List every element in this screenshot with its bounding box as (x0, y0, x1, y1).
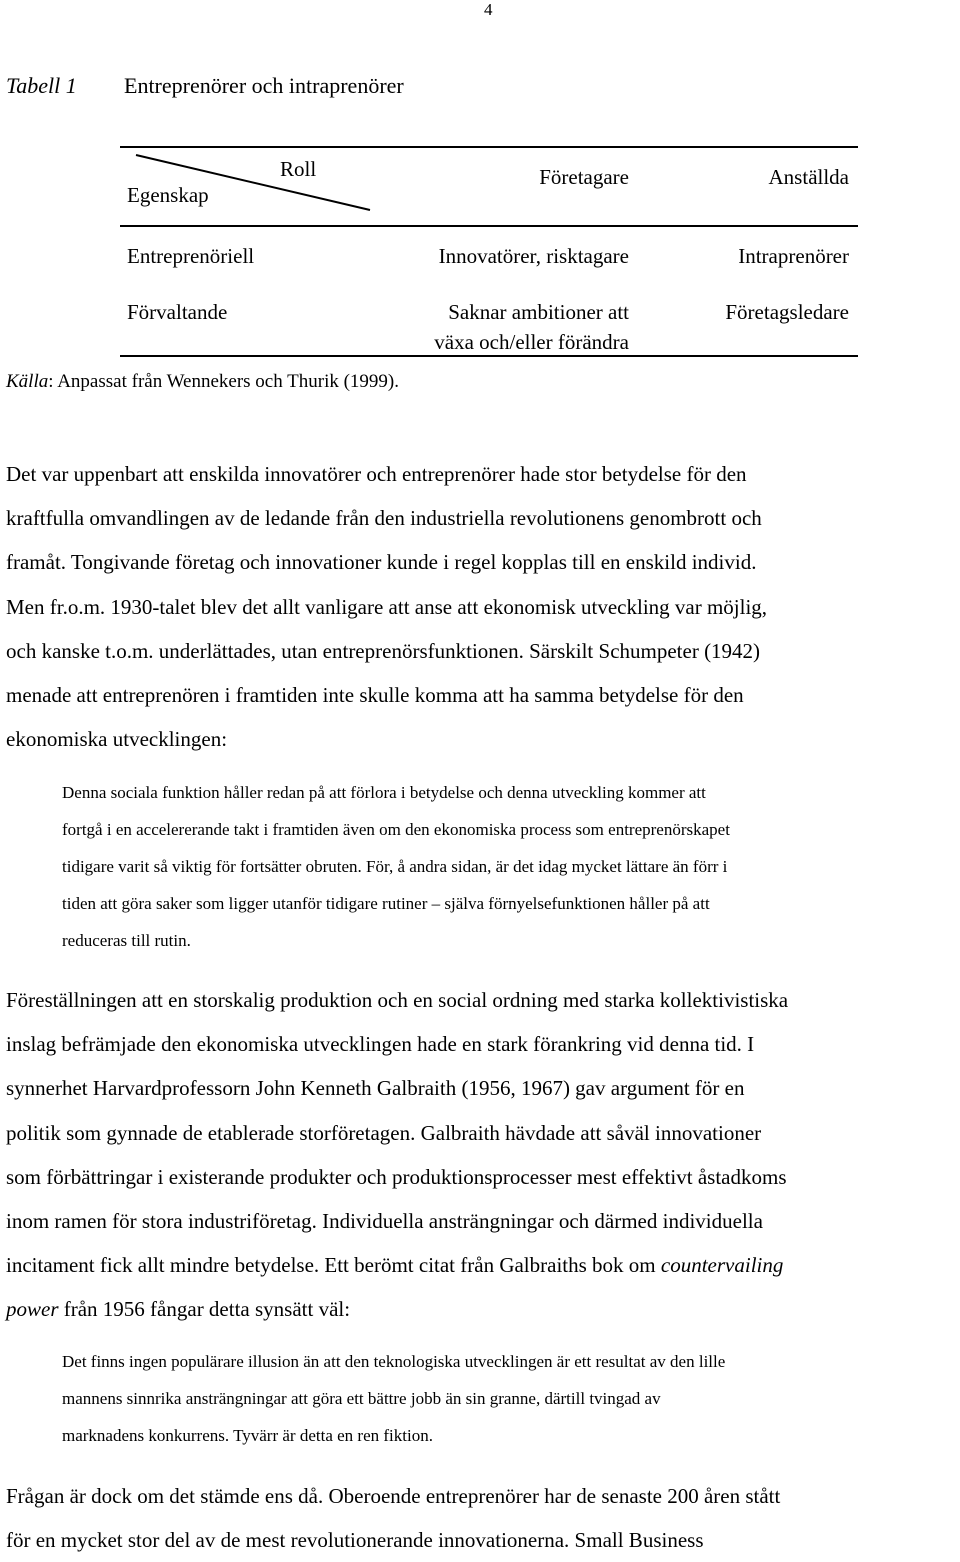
quote-line: tiden att göra saker som ligger utanför tidigare rutiner – själva förnyelsefunktionen håller på att (62, 893, 710, 913)
text-line (6, 1243, 956, 1287)
text-line: Föreställningen att en storskalig produktion och en social ordning med starka kollektivistiska (6, 988, 789, 1012)
text-line: inslag befrämjade den ekonomiska utvecklingen hade en stark förankring vid denna tid. I (6, 1032, 755, 1057)
header-roll: Roll (280, 157, 317, 181)
row-foretagare-cell-line2: växa och/eller förändra (434, 330, 629, 354)
header-foretagare: Företagare (539, 165, 629, 189)
text-line: politik som gynnade de etablerade storföretagen. Galbraith hävdade att såväl innovationer (6, 1120, 762, 1145)
text-line: kraftfulla omvandlingen av de ledande från den industriella revolutionens genombrott och (6, 506, 762, 531)
text-line: synnerhet Harvardprofessorn John Kenneth Galbraith (1956, 1967) gav argument för en (6, 1076, 745, 1101)
row-property: Entreprenöriell (127, 244, 255, 268)
header-egenskap: Egenskap (127, 183, 209, 207)
quote-line: marknadens konkurrens. Tyvärr är detta en ren fiktion. (62, 1425, 433, 1445)
table-bottom-rule (120, 355, 858, 357)
table-source (6, 371, 399, 393)
paragraph-2 (6, 978, 956, 1332)
text-segment: incitament fick allt mindre betydelse. Ett berömt citat från Galbraiths bok om (6, 1253, 656, 1278)
text-line: inom ramen för stora industriföretag. Individuella ansträngningar och därmed individuella (6, 1209, 763, 1234)
block-quote-2 (62, 1344, 952, 1455)
text-line: Men fr.o.m. 1930-talet blev det allt vanligare att anse att ekonomisk utveckling var möjlig, (6, 594, 768, 619)
table-title: Entreprenörer och intraprenörer (124, 73, 404, 98)
quote-line: Denna sociala funktion håller redan på att förlora i betydelse och denna utveckling kommer att (62, 783, 706, 802)
italic-term: countervailing (660, 1253, 784, 1278)
row-property: Förvaltande (127, 300, 228, 324)
italic-term: power (6, 1297, 59, 1322)
source-text: : Anpassat från Wennekers och Thurik (1999). (48, 371, 400, 392)
text-line: framåt. Tongivande företag och innovationer kunde i regel kopplas till en enskild individ. (6, 550, 757, 575)
quote-line: reduceras till rutin. (62, 930, 191, 950)
text-line: som förbättringar i existerande produkter och produktionsprocesser mest effektivt åstadkoms (6, 1164, 787, 1189)
row-foretagare-cell: Innovatörer, risktagare (438, 244, 629, 268)
text-line: och kanske t.o.m. underlättades, utan entreprenörsfunktionen. Särskilt Schumpeter (1942) (6, 638, 761, 663)
text-line: för en mycket stor del av de mest revolutionerande innovationerna. Small Business (6, 1528, 704, 1553)
text-line: Det var uppenbart att enskilda innovatörer och entreprenörer hade stor betydelse för den (6, 462, 747, 486)
text-line: Frågan är dock om det stämde ens då. Oberoende entreprenörer har de senaste 200 åren stått (6, 1484, 781, 1508)
text-line (6, 1287, 956, 1331)
quote-line: mannens sinnrika ansträngningar att göra ett bättre jobb än sin granne, därtill tvingad av (62, 1388, 661, 1408)
quote-line: tidigare varit så viktig för fortsätter obruten. För, å andra sidan, är det idag mycket lättare än förr i (62, 856, 728, 876)
header-anstallda: Anställda (768, 165, 849, 189)
text-line: ekonomiska utvecklingen: (6, 727, 228, 752)
row-anstallda-cell: Intraprenörer (738, 244, 849, 268)
row-foretagare-cell-line1: Saknar ambitioner att (448, 300, 629, 324)
quote-line: fortgå i en accelererande takt i framtiden även om den ekonomiska process som entreprenörskapet (62, 819, 730, 839)
text-line: menade att entreprenören i framtiden inte skulle komma att ha samma betydelse för den (6, 683, 744, 708)
text-segment: från 1956 fångar detta synsätt väl: (58, 1297, 351, 1322)
block-quote-1 (62, 775, 952, 960)
source-label: Källa (6, 371, 49, 392)
quote-line: Det finns ingen populärare illusion än att den teknologiska utvecklingen är ett resultat av den lille (62, 1352, 726, 1371)
row-anstallda-cell: Företagsledare (725, 300, 849, 324)
paragraph-3 (6, 1474, 956, 1562)
paragraph-1 (6, 452, 956, 761)
page-number: 4 (484, 0, 493, 19)
table-label: Tabell 1 (6, 73, 77, 98)
